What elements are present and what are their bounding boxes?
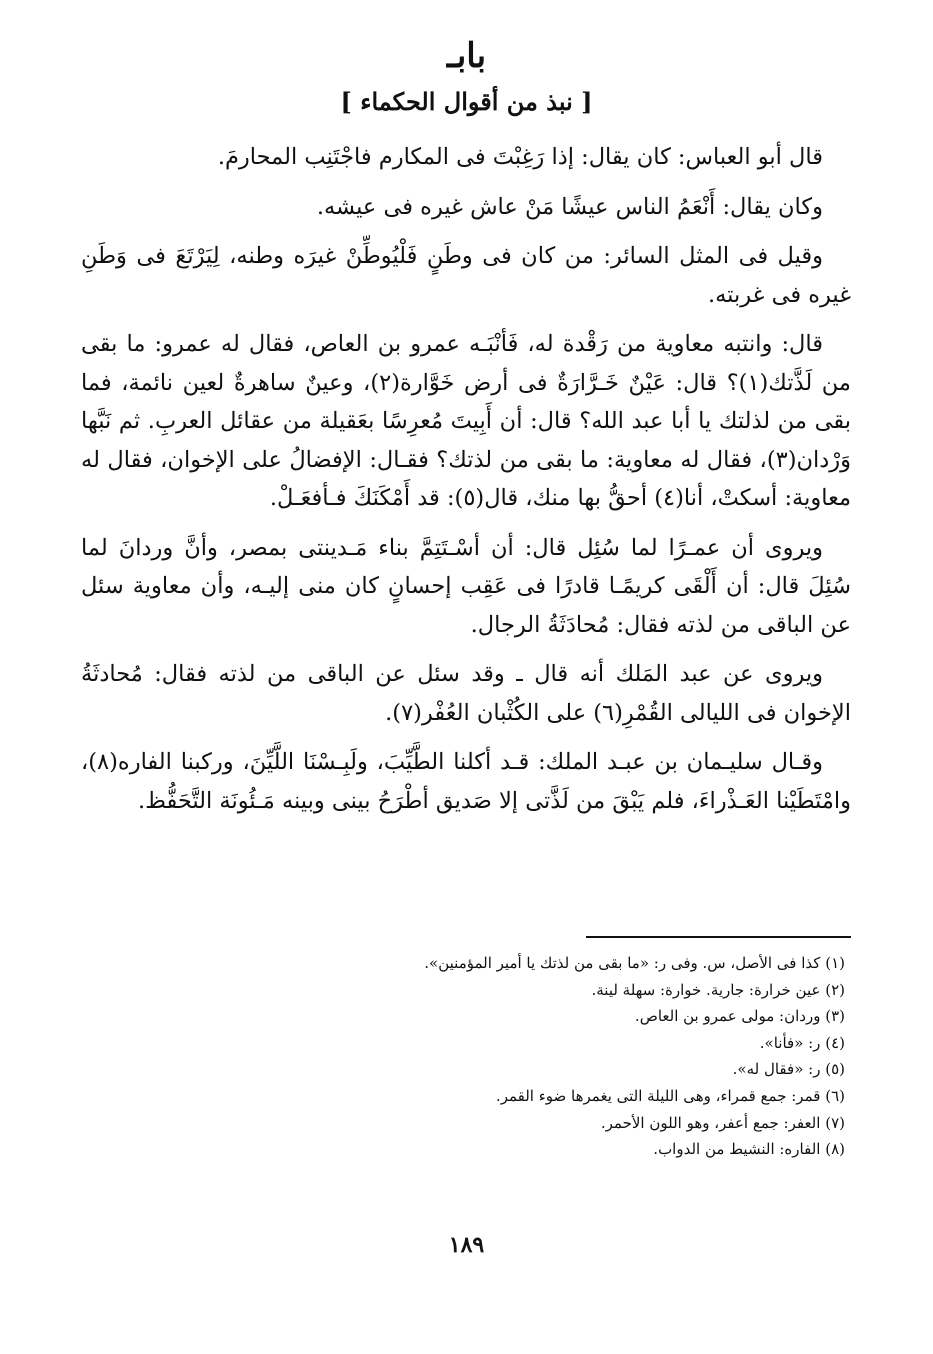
footnote-text: قمر: جمع قمراء، وهى الليلة التى يغمرها ضوء القمر. (495, 1086, 821, 1105)
footnote-number: (٧) (825, 1113, 845, 1132)
footnote-number: (٤) (825, 1033, 845, 1052)
footnote-text: وردان: مولى عمرو بن العاص. (634, 1007, 821, 1026)
footnote (81, 1003, 851, 1030)
footnote (81, 1110, 851, 1137)
footnote-text: العفر: جمع أعفر، وهو اللون الأحمر. (600, 1113, 821, 1132)
page-number: ١٨٩ (448, 1232, 485, 1258)
footnote-text: ر: «فقال له». (732, 1060, 821, 1079)
paragraph: وقـال سليـمان بن عبـد الملك: قـد أكلنا الطَّيِّبَ، ولَبِـسْنَا اللَّيِّنَ، وركبنا الفاره(٨)، وامْتَطَيْنا العَـذْراءَ، فلم يَبْقَ من لَذَّتى إلا صَديق أطْرَحُ بينى وبينه مَـئُونَة التَّحَفُّظ. (81, 749, 851, 814)
paragraph: وكان يقال: أَنْعَمُ الناس عيشًا مَنْ عاش غيره فى عيشه. (316, 193, 823, 220)
footnote-text: ر: «فأنا». (759, 1033, 821, 1052)
body-text (81, 138, 851, 831)
paragraph: قال أبو العباس: كان يقال: إذا رَغِبْتَ فى المكارم فاجْتَنِب المحارمَ. (217, 144, 823, 170)
footnote-number: (٣) (825, 1007, 845, 1026)
footnote-number: (١) (825, 954, 845, 972)
chapter-title: بابـ (446, 36, 487, 76)
footnote (81, 977, 851, 1004)
footnote (81, 1083, 851, 1110)
footnote-number: (٨) (825, 1140, 845, 1159)
footnote-text: كذا فى الأصل، س. وفى ر: «ما بقى من لذتك يا أمير المؤمنين». (424, 954, 821, 972)
paragraph: ويروى أن عمـرًا لما سُئِل قال: أن أسْـتَتِمَّ بناء مَـدينتى بمصر، وأنَّ وردانَ لما سُئِلَ قال: أن أَلْقَى كريمًـا قادرًا فى عَقِب إحسانٍ كان منى إليـه، وأن معاوية سئل عن الباقى من لذته فقال: مُحادَثَةُ الرجال. (81, 534, 851, 638)
paragraph: قال: وانتبه معاوية من رَقْدة له، فَأنْبَـه عمرو بن العاص، فقال له عمرو: ما بقى من لَذَّتك(١)؟ قال: عَيْنٌ خَـرَّارَةٌ فى أرض خَوَّارة(٢)، وعينٌ ساهرةٌ لعين نائمة، فما بقى من لذلتك يا أبا عبد الله؟ قال: أن أَبِيتَ مُعرِسًا بعَقيلة من عقائل العربِ. ثم نَبَّها وَرْدان(٣)، فقال له معاوية: ما بقى من لذتك؟ فقـال: الإفضالُ على الإخوان، فقال له معاوية: أسكتْ، أنا(٤) أحقُّ بها منك، قال(٥): قد أَمْكَنَكَ فـأفعَـلْ. (81, 331, 851, 511)
footnote-number: (٢) (825, 980, 845, 999)
footnote-number: (٦) (825, 1086, 845, 1105)
footnote (81, 950, 851, 977)
footnote-divider (586, 936, 851, 938)
footnote (81, 1030, 851, 1057)
footnote (81, 1136, 851, 1163)
footnote-number: (٥) (825, 1060, 845, 1079)
footnotes (81, 950, 851, 1163)
footnote (81, 1056, 851, 1083)
footnote-text: عين خرارة: جارية. خوارة: سهلة لينة. (591, 980, 821, 999)
paragraph: ويروى عن عبد المَلك أنه قال ـ وقد سئل عن الباقى من لذته فقال: مُحادثَةُ الإخوان فى الليالى القُمْرِ(٦) على الكُثْبان العُفْر(٧). (81, 661, 851, 726)
footnote-text: الفاره: النشيط من الدواب. (653, 1140, 821, 1159)
section-subtitle: [ نبذ من أقوال الحكماء ] (340, 87, 593, 116)
paragraph: وقيل فى المثل السائر: من كان فى وطَنٍ فَلْيُوطِّنْ غيرَه وطنه، لِيَرْتَعَ فى وَطَنِ غيره فى غربته. (81, 243, 851, 308)
